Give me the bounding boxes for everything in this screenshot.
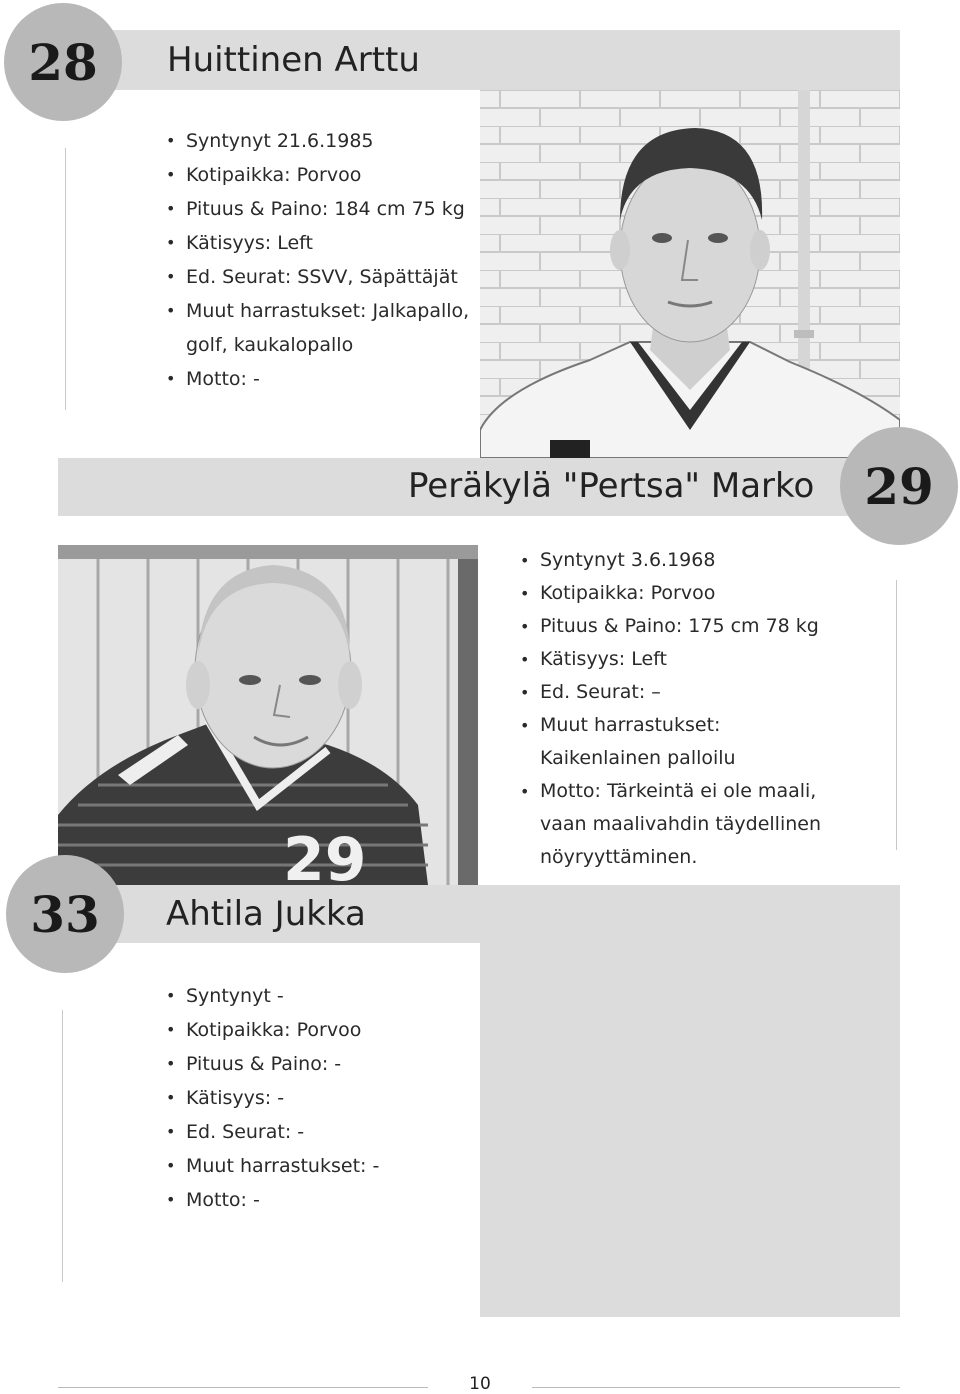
player-28-number-badge bbox=[4, 3, 122, 121]
player-33-divider bbox=[62, 1010, 63, 1282]
player-29-number: 29 bbox=[864, 456, 934, 516]
player-29-info-item: nöyryyttäminen. bbox=[540, 846, 698, 868]
player-29-info-item: • Kätisyys: Left bbox=[518, 643, 821, 676]
player-33-info-item: • Kätisyys: - bbox=[164, 1081, 379, 1115]
player-28-info-item: golf, kaukalopallo bbox=[186, 334, 354, 356]
player-29-info-item: • Motto: Tärkeintä ei ole maali, bbox=[518, 775, 821, 808]
player-33-number-badge bbox=[6, 855, 124, 973]
player-33-number: 33 bbox=[30, 884, 100, 944]
player-33-info-item: • Muut harrastukset: - bbox=[164, 1149, 379, 1183]
player-29-name: Peräkylä "Pertsa" Marko bbox=[408, 466, 815, 506]
player-28-divider bbox=[65, 148, 66, 410]
player-29-divider bbox=[896, 580, 897, 850]
player-33-info-item: • Syntynyt - bbox=[164, 979, 379, 1013]
player-33-info-list bbox=[164, 979, 379, 1217]
player-33-info-item: • Kotipaikka: Porvoo bbox=[164, 1013, 379, 1047]
player-33-info-item: • Pituus & Paino: - bbox=[164, 1047, 379, 1081]
player-28-name: Huittinen Arttu bbox=[167, 40, 420, 80]
player-29-info-item: vaan maalivahdin täydellinen bbox=[540, 813, 822, 835]
player-29-photo bbox=[58, 545, 478, 885]
player-29-number-badge bbox=[840, 427, 958, 545]
player-28-info-item: • Syntynyt 21.6.1985 bbox=[164, 124, 469, 158]
player-28-info-item: • Ed. Seurat: SSVV, Säpättäjät bbox=[164, 260, 469, 294]
player-28-info-item: • Pituus & Paino: 184 cm 75 kg bbox=[164, 192, 469, 226]
player-29-info-item: • Ed. Seurat: – bbox=[518, 676, 821, 709]
player-29-info-item: • Syntynyt 3.6.1968 bbox=[518, 544, 821, 577]
player-28-info-list bbox=[164, 124, 469, 396]
player-33-photo-placeholder bbox=[480, 943, 900, 1317]
player-28-info-item: • Muut harrastukset: Jalkapallo, bbox=[164, 294, 469, 328]
svg-text:29: 29 bbox=[283, 825, 367, 885]
player-29-info-item: • Kotipaikka: Porvoo bbox=[518, 577, 821, 610]
player-28-photo bbox=[480, 90, 900, 458]
player-29-info-item: • Muut harrastukset: bbox=[518, 709, 821, 742]
player-33-name: Ahtila Jukka bbox=[166, 894, 366, 934]
player-33-info-item: • Motto: - bbox=[164, 1183, 379, 1217]
player-33-info-item: • Ed. Seurat: - bbox=[164, 1115, 379, 1149]
player-29-info-list bbox=[518, 544, 821, 874]
player-29-info-item: • Pituus & Paino: 175 cm 78 kg bbox=[518, 610, 821, 643]
player-28-info-item: • Kätisyys: Left bbox=[164, 226, 469, 260]
page-number: 10 bbox=[469, 1374, 491, 1394]
player-28-number: 28 bbox=[28, 32, 98, 92]
player-29-info-item: Kaikenlainen palloilu bbox=[540, 747, 736, 769]
player-28-info-item: • Motto: - bbox=[164, 362, 469, 396]
player-28-info-item: • Kotipaikka: Porvoo bbox=[164, 158, 469, 192]
